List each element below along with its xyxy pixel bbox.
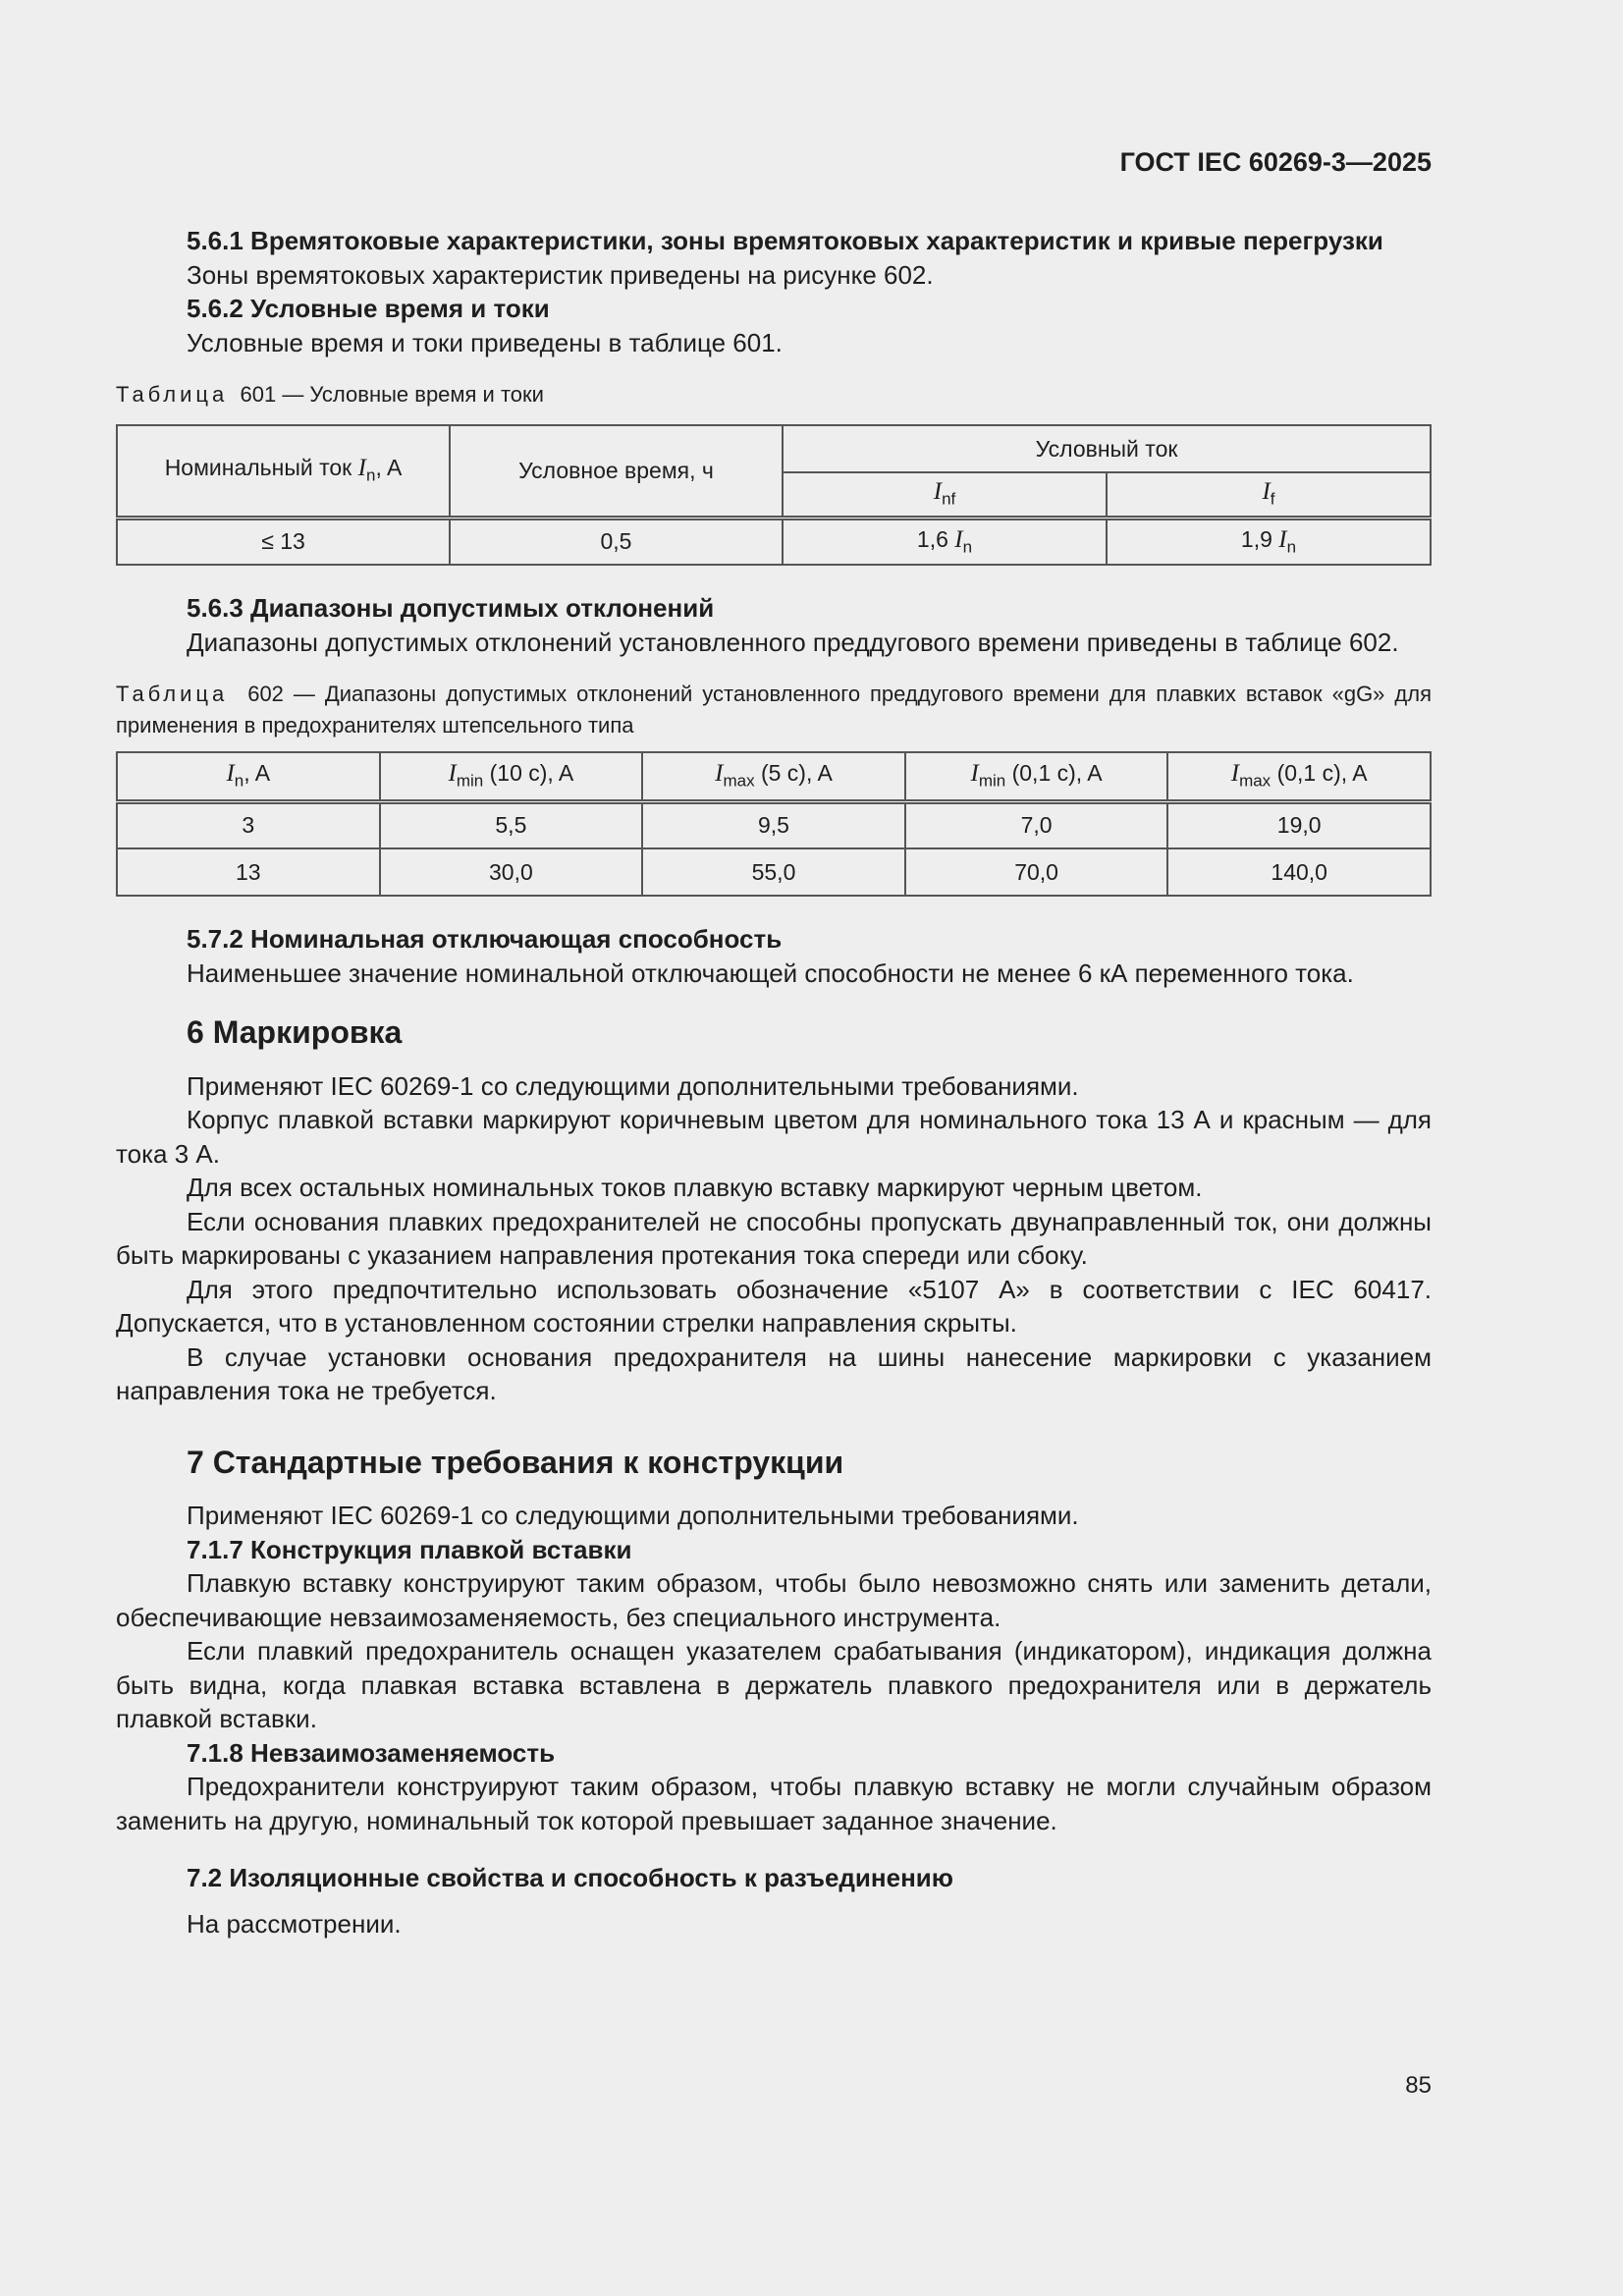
section-7-1-7-p2: Если плавкий предохранитель оснащен указателем срабатывания (индикатором), индикация должна быть видна, когда плавкая вставка вставлена в держатель плавкого предохранителя или в держатель плавкой вставки. <box>116 1636 1432 1733</box>
section-6-p2: Корпус плавкой вставки маркируют коричневым цветом для номинального тока 13 А и красным — для тока 3 А. <box>116 1105 1432 1169</box>
section-5-6-3-title: 5.6.3 Диапазоны допустимых отклонений <box>187 593 715 623</box>
table-row <box>117 848 1431 896</box>
section-5-6-3-text: Диапазоны допустимых отклонений установленного преддугового времени приведены в таблице 602. <box>187 627 1399 657</box>
table-602-header-cell: $I_n$, A <box>117 752 380 801</box>
table-601-label: Таблица <box>116 382 229 407</box>
table-cell: 140,0 <box>1167 848 1431 896</box>
table-602-header-cell: $I_{max}$ (5 с), A <box>642 752 905 801</box>
table-602-caption-text: 602 — Диапазоны допустимых отклонений установленного преддугового времени для плавких вставок «gG» для применения в предохранителях штепсельного типа <box>116 682 1432 738</box>
table-601-header-if: $I_f$ <box>1107 472 1431 518</box>
section-7-2-title: 7.2 Изоляционные свойства и способность к разъединению <box>187 1863 953 1892</box>
table-601-caption <box>116 379 1432 410</box>
table-row <box>117 801 1431 848</box>
table-601-header-time: Условное время, ч <box>450 425 783 518</box>
table-cell: 3 <box>117 801 380 848</box>
table-601-caption-text: 601 — Условные время и токи <box>240 382 544 407</box>
section-5-7-2-title: 5.7.2 Номинальная отключающая способность <box>187 924 783 954</box>
page-body <box>116 0 1432 1941</box>
page-number: 85 <box>1405 2072 1432 2099</box>
table-cell: 19,0 <box>1167 801 1431 848</box>
table-cell: 7,0 <box>905 801 1168 848</box>
section-7-title: 7 Стандартные требования к конструкции <box>187 1444 844 1480</box>
document-header: ГОСТ IEC 60269-3—2025 <box>1119 147 1432 177</box>
table-cell: 55,0 <box>642 848 905 896</box>
table-cell: 5,5 <box>380 801 643 848</box>
section-6-p5: Для этого предпочтительно использовать обозначение «5107 А» в соответствии с IEC 60417. Допускается, что в установленном состоянии стрелки направления скрыты. <box>116 1274 1432 1338</box>
section-5-6-2-text: Условные время и токи приведены в таблице 601. <box>187 327 783 357</box>
table-row <box>117 518 1431 565</box>
section-5-6-2-title: 5.6.2 Условные время и токи <box>187 294 550 323</box>
table-601-header-nominal: Номинальный ток $I_n$, A <box>117 425 450 518</box>
table-602-header-cell: $I_{min}$ (0,1 с), A <box>905 752 1168 801</box>
table-602-header-row <box>117 752 1431 801</box>
table-cell: 0,5 <box>450 518 783 565</box>
section-7-1-8-title: 7.1.8 Невзаимозаменяемость <box>187 1737 556 1768</box>
table-cell: 9,5 <box>642 801 905 848</box>
table-602-label: Таблица <box>116 682 229 706</box>
table-602-caption <box>116 679 1432 741</box>
section-7-p1: Применяют IEC 60269-1 со следующими дополнительными требованиями. <box>187 1501 1079 1530</box>
section-5-6-1-text: Зоны времятоковых характеристик приведены на рисунке 602. <box>187 259 934 290</box>
table-cell: 1,9 $I_n$ <box>1107 518 1431 565</box>
table-cell: 70,0 <box>905 848 1168 896</box>
table-cell: 13 <box>117 848 380 896</box>
section-6-title: 6 Маркировка <box>187 1014 403 1050</box>
table-602 <box>116 751 1432 897</box>
section-5-7-2-text: Наименьшее значение номинальной отключающей способности не менее 6 кА переменного тока. <box>187 957 1354 988</box>
table-602-header-cell: $I_{min}$ (10 с), A <box>380 752 643 801</box>
table-601 <box>116 424 1432 566</box>
table-602-header-cell: $I_{max}$ (0,1 с), A <box>1167 752 1431 801</box>
table-601-header-inf: $I_{nf}$ <box>783 472 1107 518</box>
section-6-p1: Применяют IEC 60269-1 со следующими дополнительными требованиями. <box>187 1070 1079 1101</box>
section-7-1-8-text: Предохранители конструируют таким образом, чтобы плавкую вставку не могли случайным образом заменить на другую, номинальный ток которой превышает заданное значение. <box>116 1772 1432 1835</box>
table-cell: 30,0 <box>380 848 643 896</box>
table-cell: ≤ 13 <box>117 518 450 565</box>
section-6-p4: Если основания плавких предохранителей не способны пропускать двунаправленный ток, они должны быть маркированы с указанием направления протекания тока спереди или сбоку. <box>116 1206 1432 1270</box>
section-7-1-7-p1: Плавкую вставку конструируют таким образом, чтобы было невозможно снять или заменить детали, обеспечивающие невзаимозаменяемость, без специального инструмента. <box>116 1568 1432 1632</box>
section-7-1-7-title: 7.1.7 Конструкция плавкой вставки <box>187 1534 632 1564</box>
table-601-header-current: Условный ток <box>783 425 1431 472</box>
section-6-p6: В случае установки основания предохранителя на шины нанесение маркировки с указанием направления тока не требуется. <box>116 1341 1432 1405</box>
section-7-2-text: На рассмотрении. <box>187 1908 402 1939</box>
section-5-6-1-title: 5.6.1 Времятоковые характеристики, зоны времятоковых характеристик и кривые перегрузки <box>187 226 1383 255</box>
table-cell: 1,6 $I_n$ <box>783 518 1107 565</box>
section-6-p3: Для всех остальных номинальных токов плавкую вставку маркируют черным цветом. <box>187 1173 1203 1202</box>
